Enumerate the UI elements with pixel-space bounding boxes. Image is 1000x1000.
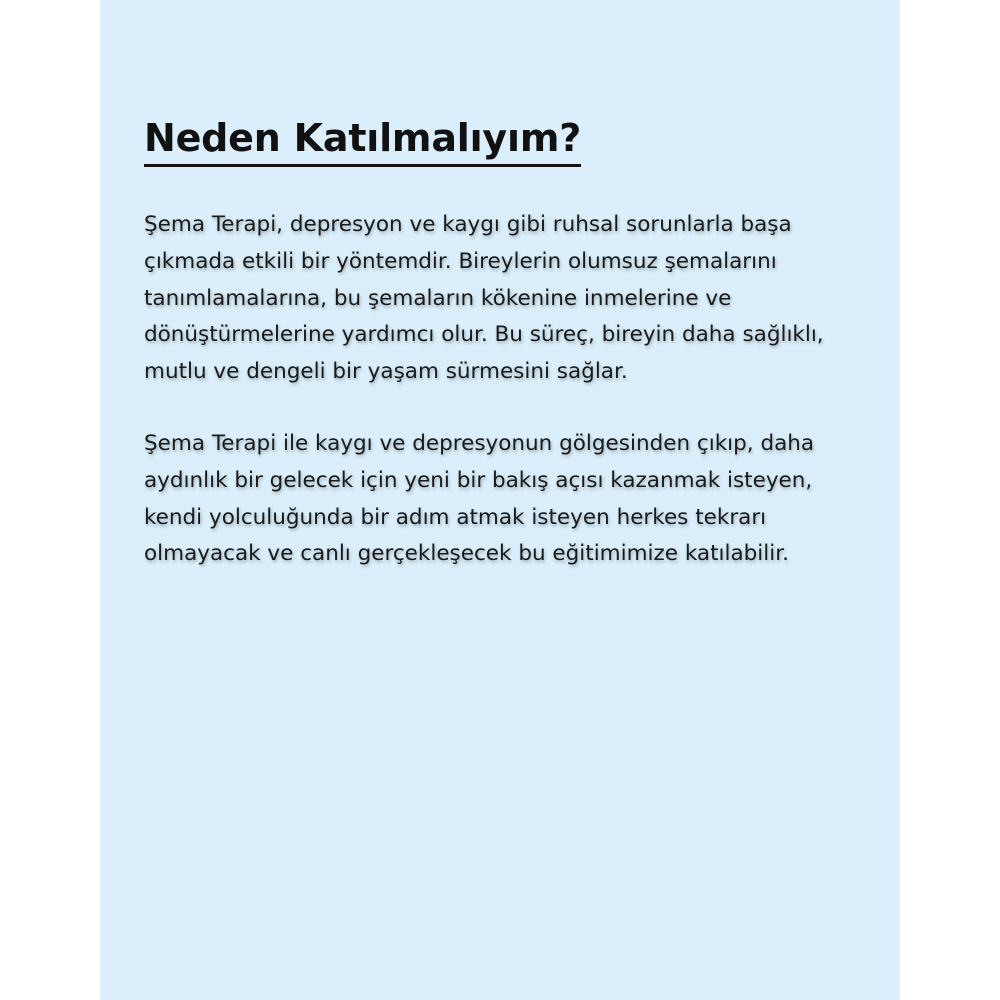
paragraph-benefits: Şema Terapi, depresyon ve kaygı gibi ruhsal sorunlarla başa çıkmada etkili bir yöntemdir. Bireylerin olumsuz şemalarını tanımlamalarına, bu şemaların kökenine inmelerine ve dönüştürmelerine yardımcı olur. Bu süreç, bireyin daha sağlıklı, mutlu ve dengeli bir yaşam sürmesini sağlar.: [144, 212, 824, 385]
paragraph-invitation: Şema Terapi ile kaygı ve depresyonun gölgesinden çıkıp, daha aydınlık bir gelecek için yeni bir bakış açısı kazanmak isteyen, kendi yolculuğunda bir adım atmak isteyen herkes tekrarı olmayacak ve canlı gerçekleşecek bu eğitimimize katılabilir.: [144, 430, 815, 567]
page-title: Neden Katılmalıyım?: [144, 112, 581, 167]
info-card: [100, 0, 900, 1000]
card-content: [144, 112, 864, 573]
